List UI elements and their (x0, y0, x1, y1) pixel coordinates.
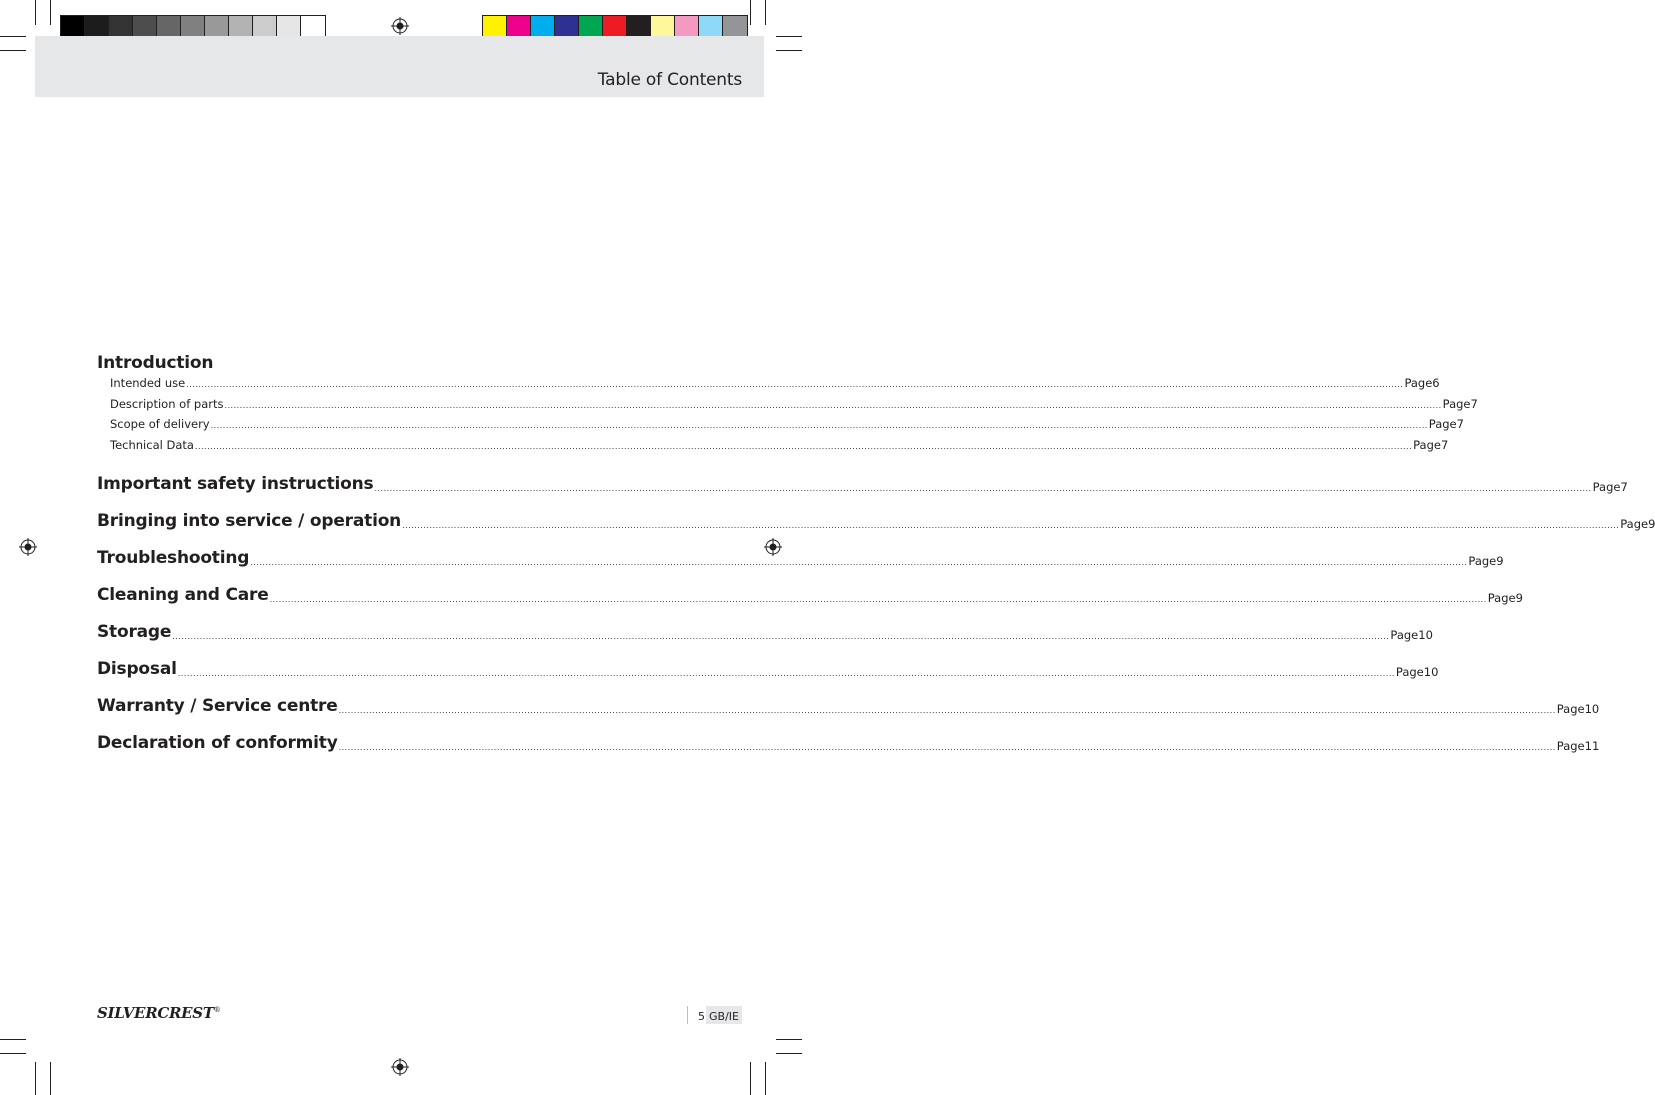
registration-mark-icon (391, 1058, 409, 1076)
toc-subitem[interactable] (97, 395, 1478, 416)
toc-page-number: 7 (1456, 417, 1464, 431)
crop-mark (35, 1062, 36, 1095)
toc-page-number: 11 (1584, 739, 1600, 753)
toc-page-word: Page (1428, 417, 1457, 431)
color-swatch (699, 16, 723, 38)
color-swatch (627, 16, 651, 38)
toc-section-item[interactable] (97, 539, 1504, 576)
color-swatch (531, 16, 555, 38)
toc-section-list (97, 465, 1655, 761)
toc-page-number: 7 (1470, 396, 1478, 411)
toc-page-number: 9 (1496, 554, 1504, 568)
color-swatch (229, 16, 253, 38)
color-swatch (133, 16, 157, 38)
crop-mark (0, 36, 26, 37)
toc-page-number: 9 (1648, 517, 1655, 531)
toc-entry-label: Storage (97, 621, 172, 642)
toc-entry-label: Warranty / Service centre (97, 695, 338, 716)
toc-entry-label: Technical Data (110, 437, 194, 452)
registration-mark-icon (391, 17, 409, 35)
toc-page-word: Page (1413, 437, 1441, 452)
color-swatch (675, 16, 699, 38)
crop-mark (0, 1053, 26, 1054)
toc-section-item[interactable] (97, 465, 1628, 502)
toc-subitem[interactable] (97, 415, 1464, 436)
brand-name: SILVERCREST (97, 1004, 214, 1022)
toc-page-number: 10 (1423, 665, 1439, 679)
crop-mark (50, 0, 51, 25)
crop-mark (765, 0, 766, 25)
dot-leader: ................................................................................................................................................................................................................................................................................................................................................................................................................ (338, 743, 1556, 752)
crop-mark (776, 36, 802, 37)
brand-logo (97, 1004, 220, 1022)
color-swatch (109, 16, 133, 38)
toc-entry-label: Description of parts (110, 396, 224, 411)
color-swatch (277, 16, 301, 38)
toc-section-item[interactable] (97, 724, 1600, 761)
toc-subitem[interactable] (97, 374, 1440, 395)
color-swatch (723, 16, 747, 38)
toc-page-word: Page (1556, 702, 1585, 716)
toc-page-word: Page (1468, 554, 1497, 568)
dot-leader: ................................................................................................................................................................................................................................................................................................................................................................................................................ (172, 632, 1390, 641)
toc-entry-label: Important safety instructions (97, 473, 374, 494)
toc-entry-label: Troubleshooting (97, 547, 250, 568)
toc-page-word: Page (1620, 517, 1649, 531)
crop-mark (776, 1039, 802, 1040)
toc-page-word: Page (1442, 396, 1471, 411)
toc-page-word: Page (1395, 665, 1424, 679)
crop-mark (0, 1039, 26, 1040)
crop-mark (750, 0, 751, 25)
color-swatch (507, 16, 531, 38)
toc-entry-label: Bringing into service / operation (97, 510, 402, 531)
crop-mark (776, 1053, 802, 1054)
toc-section-item[interactable] (97, 687, 1600, 724)
color-swatch (85, 16, 109, 38)
toc-page-number: 6 (1432, 376, 1440, 390)
color-swatch (483, 16, 507, 38)
color-swatch (651, 16, 675, 38)
toc-page-word: Page (1592, 480, 1621, 494)
dot-leader: ................................................................................................................................................................................................................................................................................................................................................................................................................ (186, 380, 1404, 389)
crop-mark (35, 0, 36, 25)
dot-leader: ................................................................................................................................................................................................................................................................................................................................................................................................................ (177, 669, 1395, 678)
dot-leader: ................................................................................................................................................................................................................................................................................................................................................................................................................ (194, 441, 1413, 451)
toc-subitem[interactable] (97, 436, 1449, 457)
toc-entry-label: Declaration of conformity (97, 732, 338, 753)
dot-leader: ................................................................................................................................................................................................................................................................................................................................................................................................................ (374, 484, 1592, 493)
dot-leader: ................................................................................................................................................................................................................................................................................................................................................................................................................ (250, 558, 1468, 567)
color-swatch (61, 16, 85, 38)
toc-section-item[interactable] (97, 613, 1433, 650)
crop-mark (50, 1062, 51, 1095)
toc-entry-label: Cleaning and Care (97, 584, 269, 605)
color-swatch (301, 16, 325, 38)
page-title: Table of Contents (597, 70, 742, 90)
crop-mark (776, 50, 802, 51)
color-swatch (253, 16, 277, 38)
footer-language-code: GB/IE (706, 1006, 742, 1024)
toc-entry-label: Scope of delivery (110, 417, 210, 431)
toc-page-word: Page (1404, 376, 1433, 390)
toc-page-number: 9 (1515, 591, 1523, 605)
dot-leader: ................................................................................................................................................................................................................................................................................................................................................................................................................ (210, 421, 1428, 430)
toc-page-number: 10 (1584, 702, 1600, 716)
dot-leader: ................................................................................................................................................................................................................................................................................................................................................................................................................ (402, 521, 1620, 530)
dot-leader: ................................................................................................................................................................................................................................................................................................................................................................................................................ (224, 400, 1442, 410)
toc-page-word: Page (1556, 739, 1585, 753)
dot-leader: ................................................................................................................................................................................................................................................................................................................................................................................................................ (338, 706, 1556, 715)
toc-page-word: Page (1487, 591, 1516, 605)
registration-mark-icon (764, 538, 782, 556)
toc-section-item[interactable] (97, 576, 1523, 613)
toc-section-item[interactable] (97, 502, 1655, 539)
toc-section-item[interactable] (97, 650, 1439, 687)
toc-intro-heading: Introduction (97, 353, 214, 373)
footer-divider (687, 1006, 688, 1024)
toc-page-word: Page (1390, 628, 1419, 642)
crop-mark (0, 50, 26, 51)
color-swatch (555, 16, 579, 38)
toc-entry-label: Intended use (110, 376, 186, 390)
dot-leader: ................................................................................................................................................................................................................................................................................................................................................................................................................ (269, 595, 1487, 604)
color-swatch (157, 16, 181, 38)
crop-mark (765, 1062, 766, 1095)
crop-mark (750, 1062, 751, 1095)
toc-page-number: 10 (1418, 628, 1433, 642)
footer-page-number: 5 (698, 1010, 705, 1023)
toc-intro-list (97, 374, 1478, 456)
toc-page-number: 7 (1620, 480, 1628, 494)
color-swatch (205, 16, 229, 38)
brand-registered-mark: ® (213, 1006, 221, 1014)
toc-entry-label: Disposal (97, 658, 177, 679)
registration-mark-icon (19, 538, 37, 556)
toc-page-number: 7 (1440, 437, 1449, 452)
color-swatch (579, 16, 603, 38)
table-of-contents (97, 352, 1655, 761)
color-swatch (181, 16, 205, 38)
color-swatch (603, 16, 627, 38)
